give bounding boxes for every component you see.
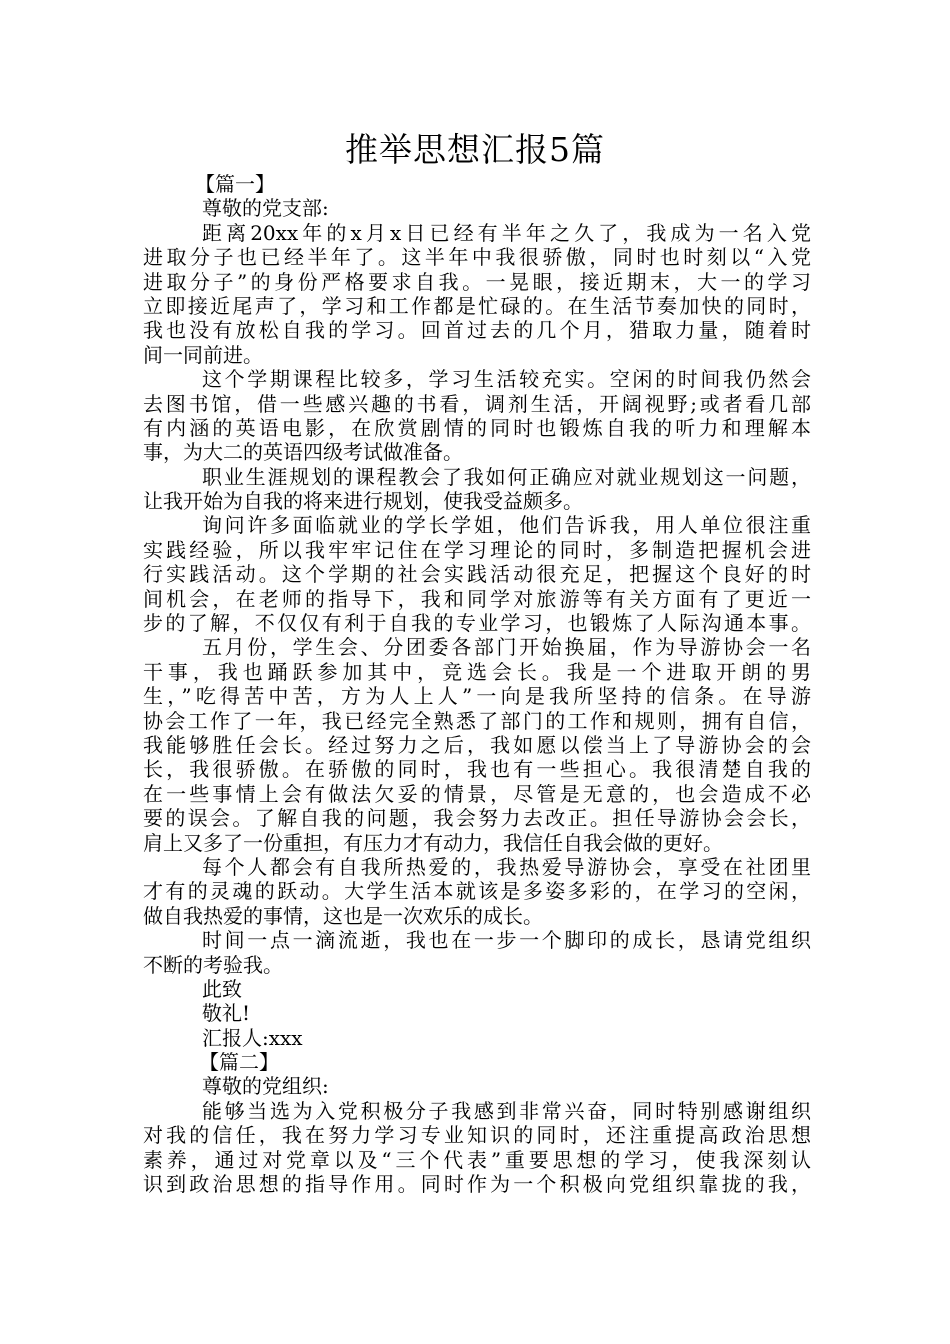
text-line: 我也没有放松自我的学习。回首过去的几个月，猎取力量，随着时 — [143, 318, 811, 343]
text-line: 实践经验，所以我牢牢记住在学习理论的同时，多制造把握机会进 — [143, 537, 811, 562]
text-line: 进取分子也已经半年了。这半年中我很骄傲，同时也时刻以“入党 — [143, 245, 811, 270]
text-line: 距离20xx年的x月x日已经有半年之久了，我成为一名入党 — [202, 220, 811, 245]
text-line: 时间一点一滴流逝，我也在一步一个脚印的成长，恳请党组织 — [202, 928, 811, 953]
text-line: 能够当选为入党积极分子我感到非常兴奋，同时特别感谢组织 — [202, 1098, 811, 1123]
text-line: 我能够胜任会长。经过努力之后，我如愿以偿当上了导游协会的会 — [143, 732, 811, 757]
text-line: 尊敬的党支部: — [202, 196, 329, 221]
text-line: 行实践活动。这个学期的社会实践活动很充足，把握这个良好的时 — [143, 562, 811, 587]
document-body — [143, 172, 811, 1196]
text-line: 协会工作了一年，我已经完全熟悉了部门的工作和规则，拥有自信， — [143, 708, 811, 733]
text-line: 在一些事情上会有做法欠妥的情景，尽管是无意的，也会造成不必 — [143, 781, 811, 806]
text-line: 肩上又多了一份重担，有压力才有动力，我信任自我会做的更好。 — [143, 830, 723, 855]
text-line: 【篇一】 — [195, 172, 275, 196]
text-line: 识到政治思想的指导作用。同时作为一个积极向党组织靠拢的我， — [143, 1172, 811, 1197]
text-line: 职业生涯规划的课程教会了我如何正确应对就业规划这一问题， — [202, 464, 811, 489]
text-line: 干事，我也踊跃参加其中，竞选会长。我是一个进取开朗的男 — [143, 659, 811, 684]
text-line: 立即接近尾声了，学习和工作都是忙碌的。在生活节奏加快的同时， — [143, 293, 811, 318]
document-title: 推举思想汇报5篇 — [345, 130, 605, 169]
text-line: 步的了解，不仅仅有利于自我的专业学习，也锻炼了人际沟通本事。 — [143, 611, 811, 636]
text-line: 汇报人:xxx — [202, 1025, 303, 1050]
text-line: 每个人都会有自我所热爱的，我热爱导游协会，享受在社团里 — [202, 854, 811, 879]
text-line: 让我开始为自我的将来进行规划，使我受益颇多。 — [143, 489, 583, 514]
text-line: 这个学期课程比较多，学习生活较充实。空闲的时间我仍然会 — [202, 367, 811, 392]
text-line: 敬礼! — [202, 1001, 251, 1026]
text-line: 有内涵的英语电影，在欣赏剧情的同时也锻炼自我的听力和理解本 — [143, 415, 811, 440]
text-line: 五月份，学生会、分团委各部门开始换届，作为导游协会一名 — [202, 635, 811, 660]
text-line: 尊敬的党组织: — [202, 1074, 329, 1099]
text-line: 要的误会。了解自我的问题，我会努力去改正。担任导游协会会长， — [143, 806, 811, 831]
text-line: 进取分子”的身份严格要求自我。一晃眼，接近期末，大一的学习 — [143, 269, 811, 294]
text-line: 做自我热爱的事情，这也是一次欢乐的成长。 — [143, 903, 543, 928]
text-line: 【篇二】 — [199, 1050, 279, 1075]
text-line: 对我的信任，我在努力学习专业知识的同时，还注重提高政治思想 — [143, 1123, 811, 1148]
text-line: 素养，通过对党章以及“三个代表”重要思想的学习，使我深刻认 — [143, 1147, 811, 1172]
text-line: 间一同前进。 — [143, 342, 263, 367]
text-line: 此致 — [202, 976, 242, 1001]
text-line: 事，为大二的英语四级考试做准备。 — [143, 440, 463, 465]
text-line: 间机会，在老师的指导下，我和同学对旅游等有关方面有了更近一 — [143, 586, 811, 611]
text-line: 生，”吃得苦中苦，方为人上人”一向是我所坚持的信条。在导游 — [143, 684, 811, 709]
text-line: 询问许多面临就业的学长学姐，他们告诉我，用人单位很注重 — [202, 513, 811, 538]
text-line: 才有的灵魂的跃动。大学生活本就该是多姿多彩的，在学习的空闲， — [143, 879, 811, 904]
text-line: 去图书馆，借一些感兴趣的书看，调剂生活，开阔视野;或者看几部 — [143, 391, 811, 416]
text-line: 长，我很骄傲。在骄傲的同时，我也有一些担心。我很清楚自我的 — [143, 757, 811, 782]
text-line: 不断的考验我。 — [143, 952, 283, 977]
